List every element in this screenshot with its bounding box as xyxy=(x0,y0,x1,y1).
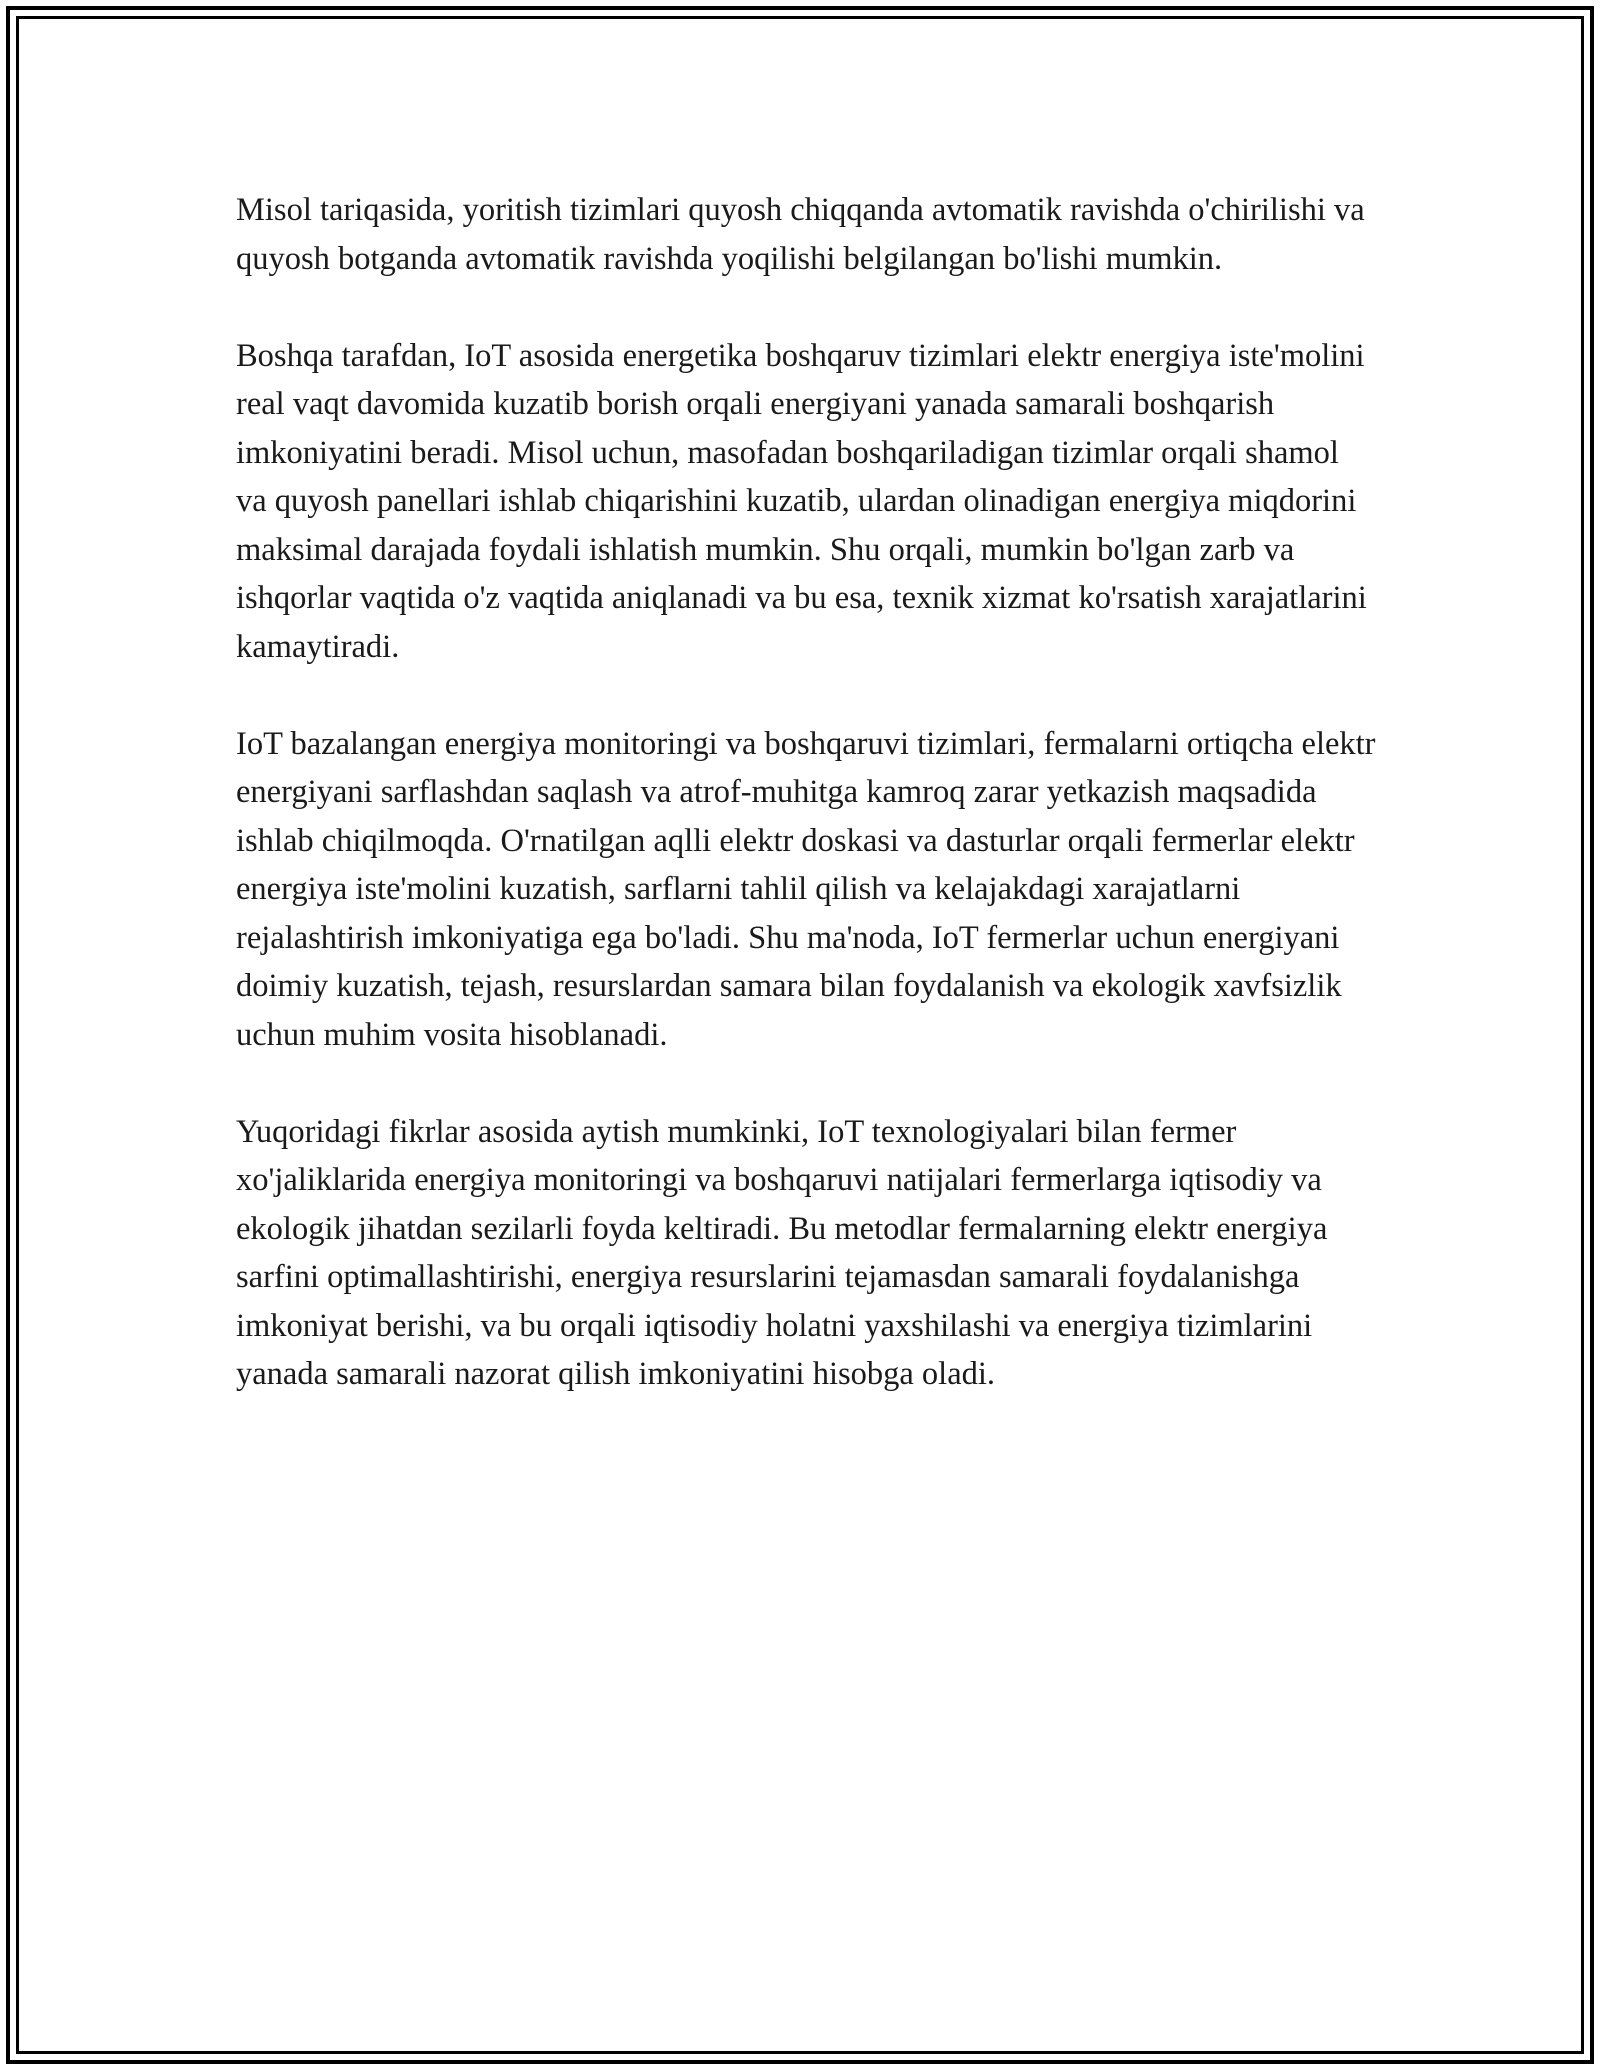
paragraph-2: Boshqa tarafdan, IoT asosida energetika boshqaruv tizimlari elektr energiya iste'molini real vaqt davomida kuzatib borish orqali energiyani yanada samarali boshqarish imkoniyatini beradi. Misol uchun, masofadan boshqariladigan tizimlar orqali shamol va quyosh panellari ishlab chiqarishini kuzatib, ulardan olinadigan energiya miqdorini maksimal darajada foydali ishlatish mumkin. Shu orqali, mumkin bo'lgan zarb va ishqorlar vaqtida o'z vaqtida aniqlanadi va bu esa, texnik xizmat ko'rsatish xarajatlarini kamaytiradi. xyxy=(236,337,1367,665)
paragraph-1: Misol tariqasida, yoritish tizimlari quyosh chiqqanda avtomatik ravishda o'chirilishi va quyosh botganda avtomatik ravishda yoqilishi belgilangan bo'lishi mumkin. xyxy=(236,192,1365,277)
paragraph-3: IoT bazalangan energiya monitoringi va boshqaruvi tizimlari, fermalarni ortiqcha elektr energiyani sarflashdan saqlash va atrof-muhitga kamroq zarar yetkazish maqsadida ishlab chiqilmoqda. O'rnatilgan aqlli elektr doskasi va dasturlar orqali fermerlar elektr energiya iste'molini kuzatish, sarflarni tahlil qilish va kelajakdagi xarajatlarni rejalashtirish imkoniyatiga ega bo'ladi. Shu ma'noda, IoT fermerlar uchun energiyani doimiy kuzatish, tejash, resurslardan samara bilan foydalanish va ekologik xavfsizlik uchun muhim vosita hisoblanadi. xyxy=(236,725,1376,1053)
document-body xyxy=(236,186,1376,1447)
paragraph-4: Yuqoridagi fikrlar asosida aytish mumkinki, IoT texnologiyalari bilan fermer xo'jaliklarida energiya monitoringi va boshqaruvi natijalari fermerlarga iqtisodiy va ekologik jihatdan sezilarli foyda keltiradi. Bu metodlar fermalarning elektr energiya sarfini optimallashtirishi, energiya resurslarini tejamasdan samarali foydalanishga imkoniyat berishi, va bu orqali iqtisodiy holatni yaxshilashi va energiya tizimlarini yanada samarali nazorat qilish imkoniyatini hisobga oladi. xyxy=(236,1113,1328,1392)
